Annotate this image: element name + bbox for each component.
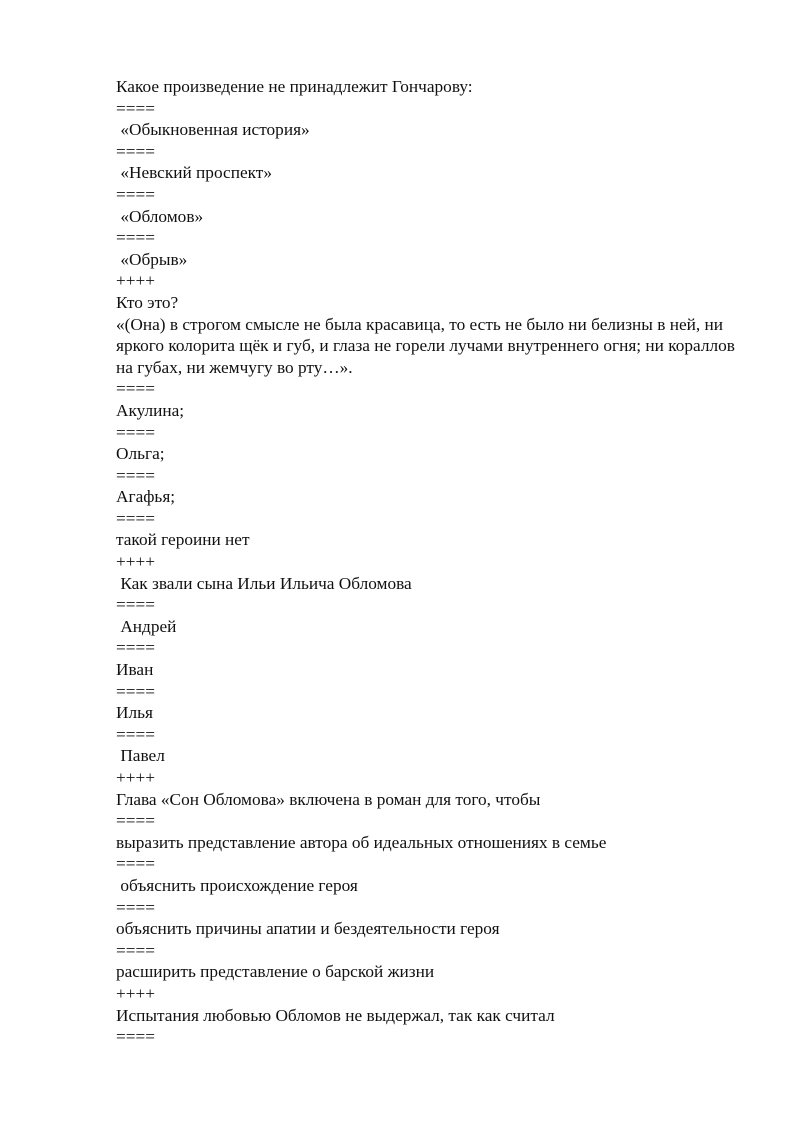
separator-line: ==== (116, 465, 155, 485)
separator-line: ==== (116, 1027, 155, 1047)
separator-line: ++++ (116, 768, 155, 787)
answer-option: расширить представление о барской жизни (116, 962, 435, 982)
separator-line: ==== (116, 811, 155, 831)
separator-line: ==== (116, 228, 155, 248)
separator-line: ==== (116, 98, 155, 118)
answer-option: Акулина; (116, 400, 185, 420)
answer-option: «Обломов» (116, 206, 204, 226)
separator-line: ==== (116, 379, 155, 399)
answer-option: «Обрыв» (116, 249, 188, 269)
answer-option: выразить представление автора об идеальных отношениях в семье (116, 832, 607, 852)
answer-option: «Обыкновенная история» (116, 120, 310, 140)
answer-option: такой героини нет (116, 530, 250, 550)
separator-line: ==== (116, 638, 155, 658)
answer-option: Павел (116, 746, 165, 766)
answer-option: Иван (116, 660, 154, 680)
question-text: Как звали сына Ильи Ильича Обломова (116, 573, 412, 593)
separator-line: ++++ (116, 552, 155, 572)
question-text: Глава «Сон Обломова» включена в роман для того, чтобы (116, 789, 541, 809)
separator-line: ++++ (116, 271, 155, 291)
answer-option: объяснить причины апатии и бездеятельности героя (116, 919, 500, 939)
answer-option: Илья (116, 703, 153, 723)
separator-line: ==== (116, 141, 155, 161)
document-page (116, 76, 756, 1048)
answer-option: объяснить происхождение героя (116, 875, 358, 895)
separator-line: ==== (116, 508, 155, 528)
separator-line: ==== (116, 940, 155, 960)
answer-option: Ольга; (116, 444, 165, 464)
separator-line: ==== (116, 681, 155, 701)
question-text: Какое произведение не принадлежит Гончарову: (116, 77, 473, 96)
answer-option: «Невский проспект» (116, 163, 272, 183)
separator-line: ==== (116, 897, 155, 917)
answer-option: Агафья; (116, 487, 176, 507)
separator-line: ==== (116, 854, 155, 874)
question-text: Испытания любовью Обломов не выдержал, так как считал (116, 1005, 555, 1025)
separator-line: ++++ (116, 983, 155, 1003)
question-text: Кто это? (116, 292, 179, 312)
separator-line: ==== (116, 184, 155, 204)
quote-paragraph: «(Она) в строгом смысле не была красавица, то есть не было ни белизны в ней, ни яркого колорита щёк и губ, и глаза не горели лучами внутреннего огня; ни кораллов на губах, ни жемчугу во рту…». (116, 314, 740, 377)
separator-line: ==== (116, 595, 155, 615)
separator-line: ==== (116, 724, 155, 744)
answer-option: Андрей (116, 616, 177, 636)
separator-line: ==== (116, 422, 155, 442)
